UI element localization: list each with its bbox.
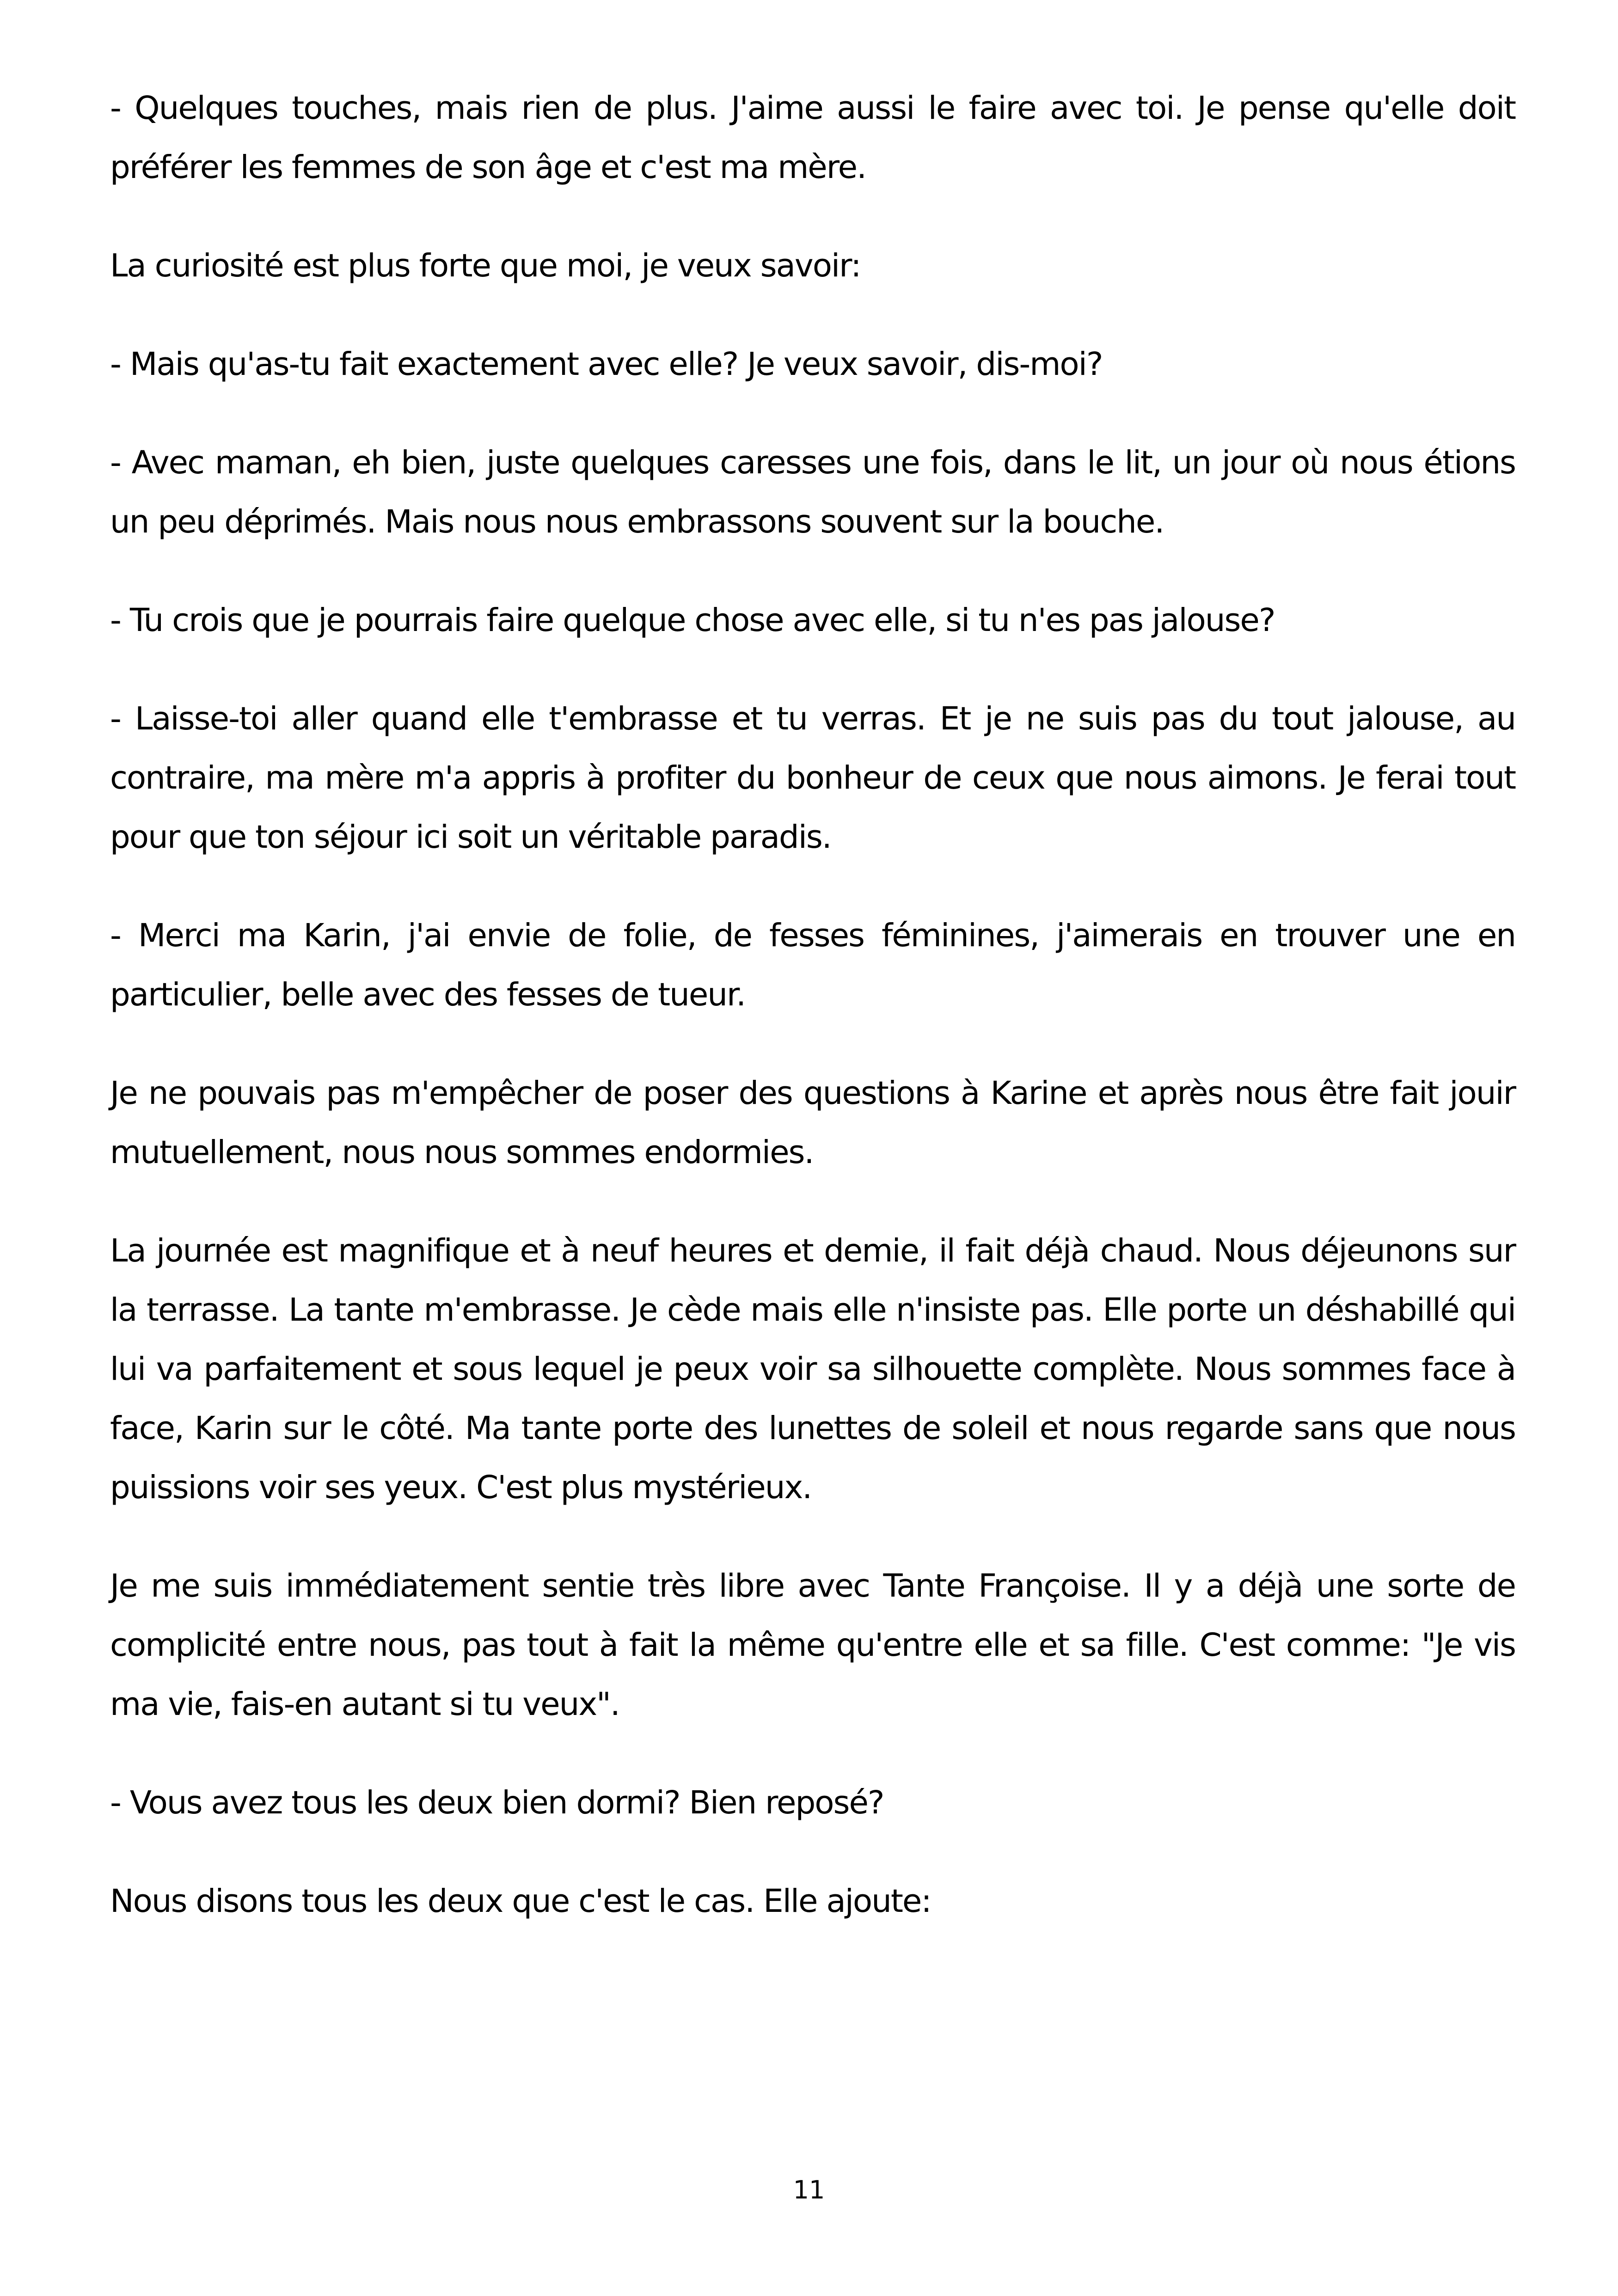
body-text bbox=[110, 79, 1515, 1970]
paragraph: - Tu crois que je pourrais faire quelque chose avec elle, si tu n'es pas jalouse? bbox=[110, 602, 1275, 639]
paragraph: La journée est magnifique et à neuf heures et demie, il fait déjà chaud. Nous déjeunons sur la terrasse. La tante m'embrasse. Je cède mais elle n'insiste pas. Elle porte un déshabillé qui lui va parfaitement et sous lequel je peux voir sa silhouette complète. Nous sommes face à face, Karin sur le côté. Ma tante porte des lunettes de soleil et nous regarde sans que nous puissions voir ses yeux. C'est plus mystérieux. bbox=[110, 1232, 1515, 1506]
paragraph: - Vous avez tous les deux bien dormi? Bien reposé? bbox=[110, 1784, 884, 1821]
paragraph: Nous disons tous les deux que c'est le cas. Elle ajoute: bbox=[110, 1883, 931, 1920]
paragraph: Je ne pouvais pas m'empêcher de poser des questions à Karine et après nous être fait jouir mutuellement, nous nous sommes endormies. bbox=[110, 1075, 1515, 1171]
paragraph: La curiosité est plus forte que moi, je veux savoir: bbox=[110, 247, 861, 284]
paragraph: - Merci ma Karin, j'ai envie de folie, de fesses féminines, j'aimerais en trouver une en particulier, belle avec des fesses de tueur. bbox=[110, 917, 1515, 1013]
page-number: 11 bbox=[793, 2175, 825, 2204]
paragraph: - Avec maman, eh bien, juste quelques caresses une fois, dans le lit, un jour où nous étions un peu déprimés. Mais nous nous embrassons souvent sur la bouche. bbox=[110, 444, 1515, 540]
paragraph: - Quelques touches, mais rien de plus. J'aime aussi le faire avec toi. Je pense qu'elle doit préférer les femmes de son âge et c'est ma mère. bbox=[110, 90, 1515, 186]
paragraph: - Laisse-toi aller quand elle t'embrasse et tu verras. Et je ne suis pas du tout jalouse, au contraire, ma mère m'a appris à profiter du bonheur de ceux que nous aimons. Je ferai tout pour que ton séjour ici soit un véritable paradis. bbox=[110, 700, 1515, 856]
paragraph: - Mais qu'as-tu fait exactement avec elle? Je veux savoir, dis-moi? bbox=[110, 346, 1103, 383]
paragraph: Je me suis immédiatement sentie très libre avec Tante Françoise. Il y a déjà une sorte de complicité entre nous, pas tout à fait la même qu'entre elle et sa fille. C'est comme: "Je vis ma vie, fais-en autant si tu veux". bbox=[110, 1567, 1515, 1723]
